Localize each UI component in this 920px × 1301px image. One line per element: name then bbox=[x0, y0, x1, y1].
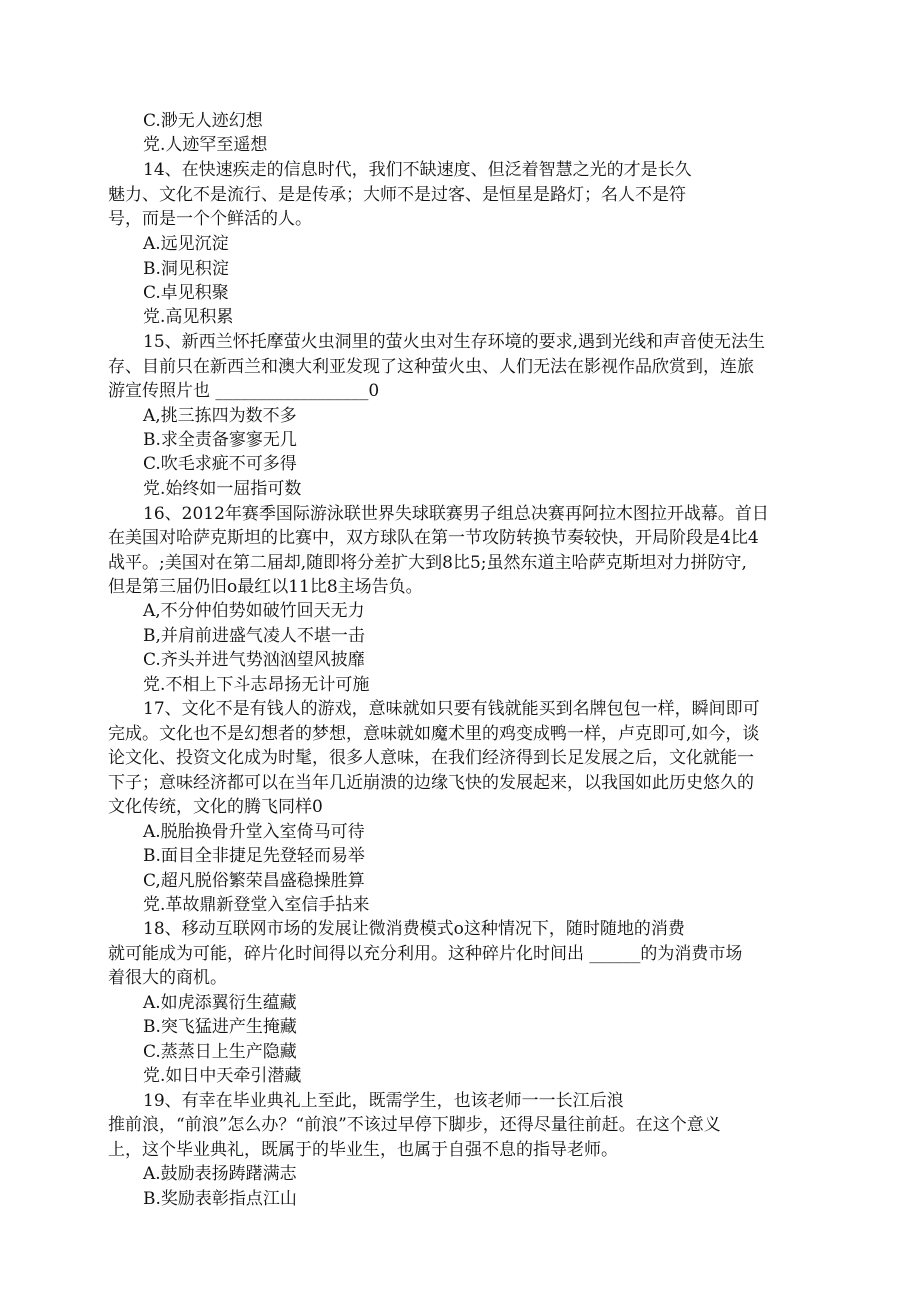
text-line: B,并肩前进盛气凌人不堪一击 bbox=[143, 626, 365, 646]
text-line: 论文化、投资文化成为时髦，很多人意味，在我们经济得到长足发展之后，文化就能一 bbox=[108, 748, 754, 768]
text-line: 党.始终如一屈指可数 bbox=[143, 479, 302, 499]
text-line: A.如虎添翼衍生蕴藏 bbox=[143, 993, 297, 1013]
text-line: 文化传统，文化的腾飞同样0 bbox=[108, 797, 323, 817]
text-line: B.求全责备寥寥无几 bbox=[143, 430, 297, 450]
text-line: A,不分仲伯势如破竹回天无力 bbox=[143, 601, 365, 621]
text-line: A.鼓励表扬踌躇满志 bbox=[143, 1164, 297, 1184]
text-line: 19、有幸在毕业典礼上至此，既需学生，也该老师一一长江后浪 bbox=[143, 1091, 624, 1111]
text-line: 下子；意味经济都可以在当年几近崩溃的边缘飞快的发展起来，以我国如此历史悠久的 bbox=[108, 773, 754, 793]
text-line: B.奖励表彰指点江山 bbox=[143, 1189, 297, 1209]
text-line: 18、移动互联网市场的发展让微消费模式o这种情况下，随时随地的消费 bbox=[143, 919, 685, 939]
text-line: A,挑三拣四为数不多 bbox=[143, 406, 297, 426]
text-line: A.远见沉淀 bbox=[143, 234, 229, 254]
text-line: 魅力、文化不是流行、是是传承；大师不是过客、是恒星是路灯；名人不是符 bbox=[108, 185, 686, 205]
text-line: C.齐头并进气势汹汹望风披靡 bbox=[143, 650, 365, 670]
text-line: 14、在快速疾走的信息时代，我们不缺速度、但泛着智慧之光的才是长久 bbox=[143, 160, 692, 180]
text-line: C.渺无人迹幻想 bbox=[143, 111, 263, 131]
text-line: 号，而是一个个鲜活的人。 bbox=[108, 209, 312, 229]
text-line: 16、2012年赛季国际游泳联世界失球联赛男子组总决赛再阿拉木图拉开战幕。首日 bbox=[143, 504, 769, 524]
text-line: C.卓见积聚 bbox=[143, 283, 229, 303]
text-line: 存、目前只在新西兰和澳大利亚发现了这种萤火虫、人们无法在影视作品欣赏到，连旅 bbox=[108, 357, 754, 377]
text-line: 战平。;美国对在第二届却,随即将分差扩大到8比5;虽然东道主哈萨克斯坦对力拼防守, bbox=[108, 553, 747, 573]
text-line: 完成。文化也不是幻想者的梦想，意味就如魔术里的鸡变成鸭一样，卢克即可,如今，谈 bbox=[108, 724, 760, 744]
text-line: 在美国对哈萨克斯坦的比赛中，双方球队在第一节攻防转换节奏较快，开局阶段是4比4 bbox=[108, 528, 759, 548]
text-line: C.吹毛求疵不可多得 bbox=[143, 454, 297, 474]
text-line: 17、文化不是有钱人的游戏，意味就如只要有钱就能买到名牌包包一样，瞬间即可 bbox=[143, 699, 760, 719]
text-line: 上，这个毕业典礼，既属于的毕业生，也属于自强不息的指导老师。 bbox=[108, 1140, 618, 1160]
text-line: B.面目全非捷足先登轻而易举 bbox=[143, 846, 365, 866]
text-line: A.脱胎换骨升堂入室倚马可待 bbox=[143, 822, 365, 842]
text-line: 党.人迹罕至遥想 bbox=[143, 135, 268, 155]
text-line: 就可能成为可能，碎片化时间得以充分利用。这种碎片化时间出 ______的为消费市场 bbox=[108, 944, 743, 964]
text-line: 游宣传照片也 __________________0 bbox=[108, 381, 380, 401]
text-line: 但是第三届仍旧o最红以11比8主场告负。 bbox=[108, 577, 423, 597]
text-line: 党.革故鼎新登堂入室信手拈来 bbox=[143, 895, 370, 915]
text-line: C.蒸蒸日上生产隐藏 bbox=[143, 1042, 297, 1062]
text-line: 着很大的商机。 bbox=[108, 968, 227, 988]
text-line: 党.如日中天牵引潜藏 bbox=[143, 1066, 302, 1086]
text-line: 党.高见积累 bbox=[143, 307, 234, 327]
text-line: 推前浪，“前浪”怎么办？“前浪”不该过早停下脚步，还得尽量往前赶。在这个意义 bbox=[108, 1115, 721, 1135]
text-line: 15、新西兰怀托摩萤火虫洞里的萤火虫对生存环境的要求,遇到光线和声音使无法生 bbox=[143, 332, 766, 352]
text-line: B.洞见积淀 bbox=[143, 259, 229, 279]
text-line: 党.不相上下斗志昂扬无计可施 bbox=[143, 675, 370, 695]
text-line: B.突飞猛进产生掩藏 bbox=[143, 1017, 297, 1037]
text-line: C,超凡脱俗繁荣昌盛稳操胜算 bbox=[143, 871, 365, 891]
